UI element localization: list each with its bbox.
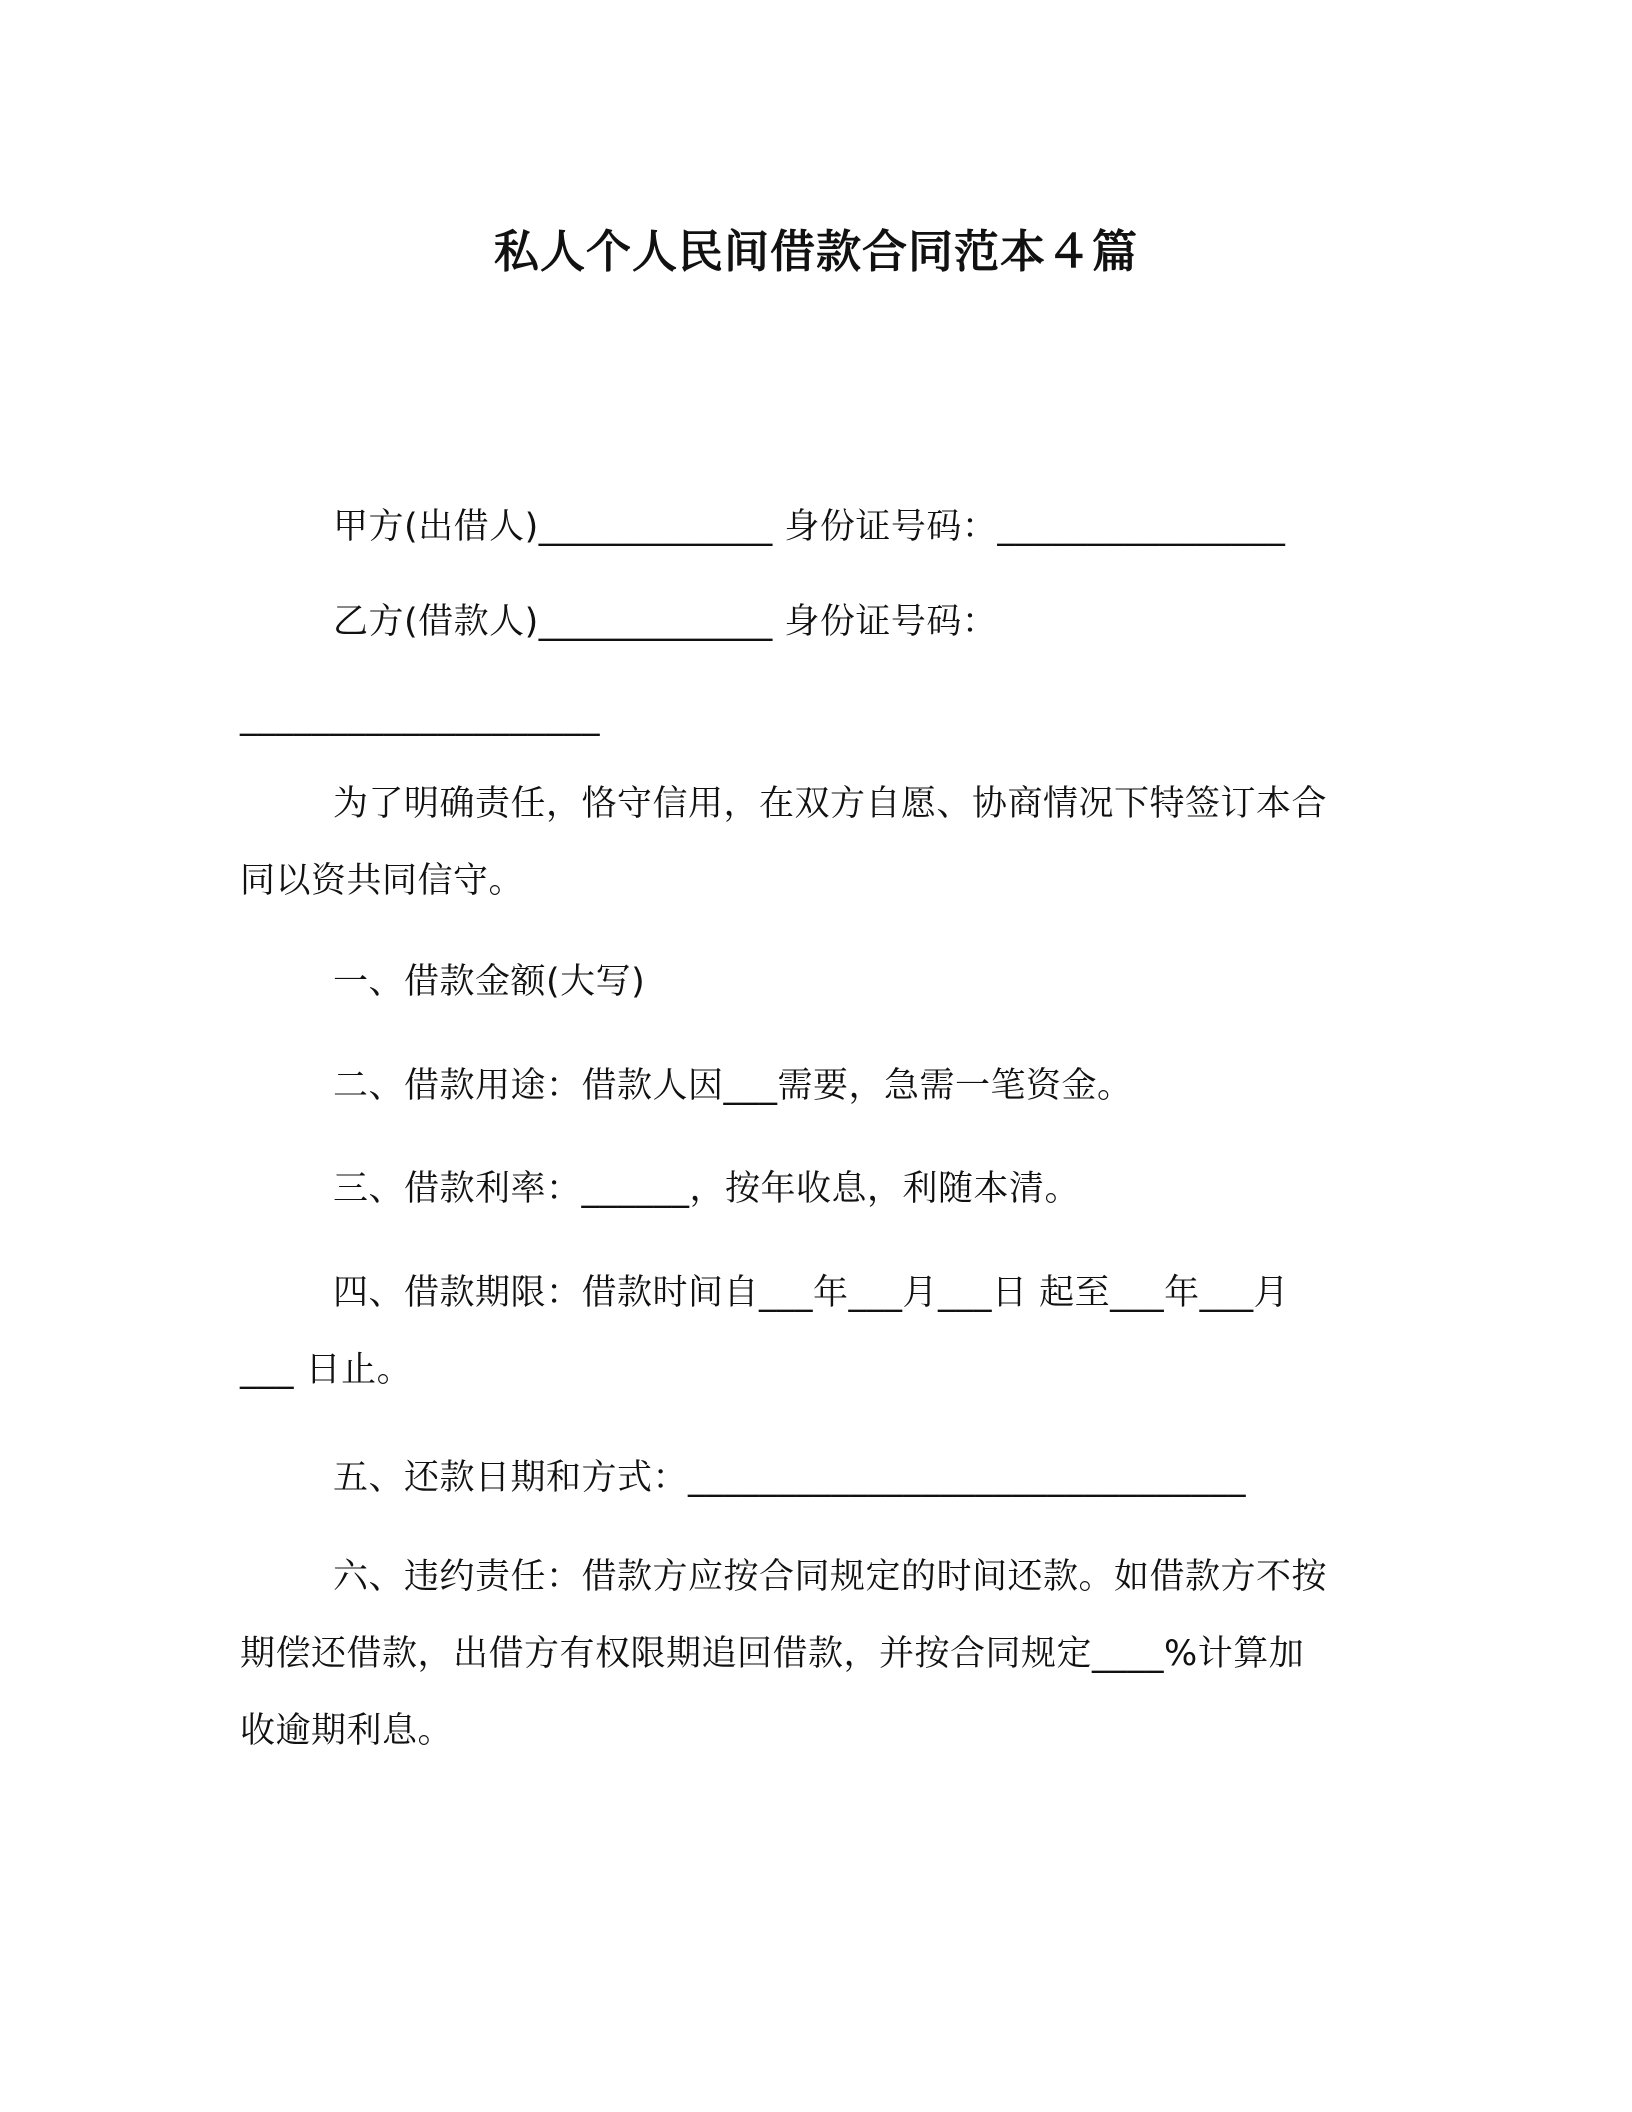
document-title: 私人个人民间借款合同范本４篇 (493, 225, 1138, 278)
preamble-line-1: 为了明确责任，恪守信用，在双方自愿、协商情况下特签订本合 (333, 784, 1328, 824)
preamble-line-2: 同以资共同信守。 (240, 861, 525, 901)
clause-6-liability-line-2: 期偿还借款，出借方有权限期追回借款，并按合同规定____%计算加 (240, 1634, 1305, 1674)
clause-2-loan-purpose: 二、借款用途：借款人因___需要，急需一笔资金。 (333, 1066, 1133, 1106)
clause-5-repayment: 五、还款日期和方式：_______________________________ (333, 1458, 1247, 1498)
clause-6-liability-line-1: 六、违约责任：借款方应按合同规定的时间还款。如借款方不按 (333, 1557, 1328, 1597)
party-b-line: 乙方(借款人)_____________ 身份证号码： (333, 602, 998, 642)
clause-3-interest-rate: 三、借款利率：______，按年收息，利随本清。 (333, 1169, 1081, 1209)
clause-4-term-line-2: ___ 日止。 (240, 1350, 413, 1390)
party-a-line: 甲方(出借人)_____________ 身份证号码：________________ (333, 507, 1286, 547)
clause-6-liability-line-3: 收逾期利息。 (240, 1711, 454, 1751)
clause-1-loan-amount: 一、借款金额(大写) (333, 962, 646, 1002)
clause-4-term-line-1: 四、借款期限：借款时间自___年___月___日 起至___年___月 (333, 1273, 1290, 1313)
party-b-id-blank: ____________________ (240, 697, 600, 737)
